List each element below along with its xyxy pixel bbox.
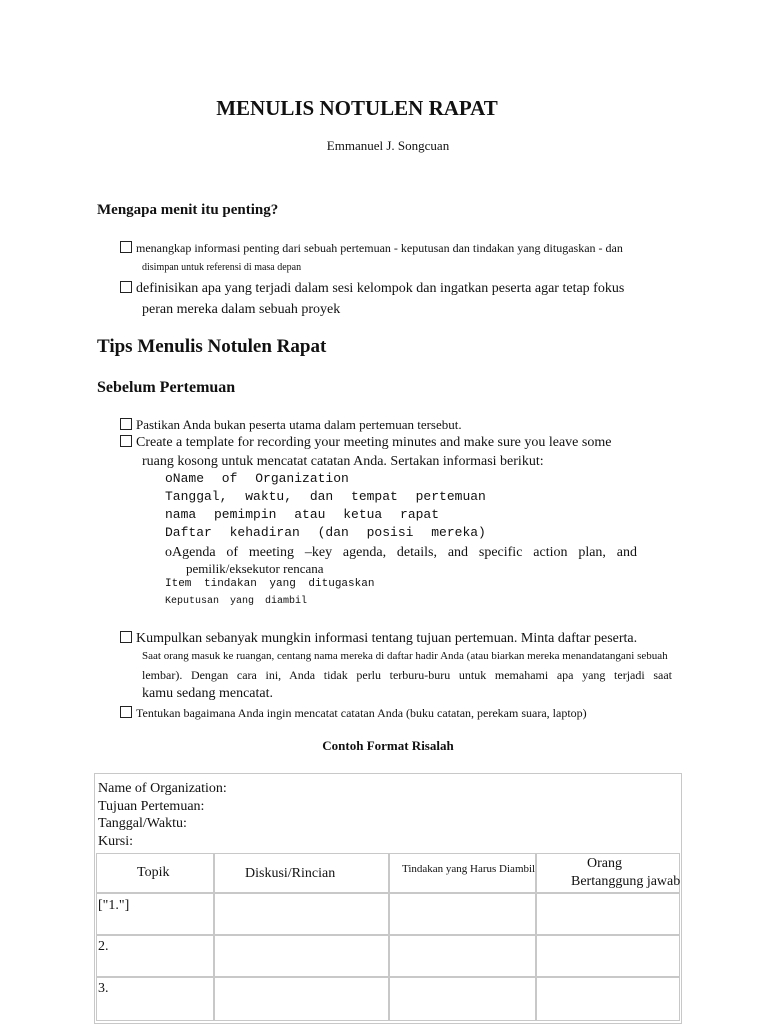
why-bullet-1-line-1: menangkap informasi penting dari sebuah pertemuan - keputusan dan tindakan yang ditugaskan - dan [136, 241, 623, 255]
tips-bullet-2 [120, 435, 611, 451]
template-item-date-place: Tanggal, waktu, dan tempat pertemuan [165, 489, 486, 504]
table-info-block [98, 780, 227, 850]
why-bullet-2-line-1: definisikan apa yang terjadi dalam sesi kelompok dan ingatkan peserta agar tetap fokus [136, 281, 625, 296]
checkbox-bullet-icon [120, 435, 132, 447]
tips-bullet-2-line-1: Create a template for recording your meeting minutes and make sure you leave some [136, 435, 612, 450]
info-datetime: Tanggal/Waktu: [98, 816, 187, 831]
why-bullet-2-line-2: peran mereka dalam sebuah proyek [142, 302, 341, 317]
header-responsible-line-2: Bertanggung jawab [571, 874, 681, 889]
table-cell [96, 977, 214, 1021]
before-meeting-heading: Sebelum Pertemuan [97, 379, 236, 396]
info-organization: Name of Organization: [98, 781, 227, 796]
table-cell [389, 935, 536, 977]
author-name: Emmanuel J. Songcuan [326, 138, 450, 153]
checkbox-bullet-icon [120, 418, 132, 430]
tips-bullet-4-text: Tentukan bagaimana Anda ingin mencatat catatan Anda (buku catatan, perekam suara, laptop) [136, 706, 587, 720]
header-action: Tindakan yang Harus Diambil [402, 863, 536, 875]
header-responsible-line-1: Orang [587, 856, 622, 871]
tips-bullet-3-line-4: kamu sedang mencatat. [142, 686, 274, 701]
document-title: MENULIS NOTULEN RAPAT [216, 96, 498, 120]
tips-bullet-1-text: Pastikan Anda bukan peserta utama dalam pertemuan tersebut. [136, 417, 462, 432]
why-heading: Mengapa menit itu penting? [97, 202, 279, 218]
template-item-leader: nama pemimpin atau ketua rapat [165, 507, 440, 522]
checkbox-bullet-icon [120, 241, 132, 253]
table-cell [536, 893, 680, 935]
checkbox-bullet-icon [120, 281, 132, 293]
info-purpose: Tujuan Pertemuan: [98, 798, 205, 814]
template-item-decisions: Keputusan yang diambil [165, 596, 308, 607]
header-discussion: Diskusi/Rincian [245, 866, 336, 881]
template-item-actions: Item tindakan yang ditugaskan [165, 578, 375, 590]
table-cell [96, 935, 214, 977]
why-bullet-2 [120, 281, 624, 297]
header-topic: Topik [137, 865, 170, 880]
tips-bullet-2-line-2: ruang kosong untuk mencatat catatan Anda. Sertakan informasi berikut: [142, 454, 544, 469]
info-chair: Kursi: [98, 833, 133, 849]
template-item-agenda-line-1: oAgenda of meeting –key agenda, details, and specific action plan, and [165, 545, 637, 560]
table-cell [536, 935, 680, 977]
why-bullet-1 [120, 241, 623, 256]
tips-bullet-3-line-1: Kumpulkan sebanyak mungkin informasi tentang tujuan pertemuan. Minta daftar peserta. [136, 631, 638, 646]
table-cell [389, 977, 536, 1021]
template-item-organization: oName of Organization [165, 471, 349, 486]
why-bullet-1-line-2: disimpan untuk referensi di masa depan [142, 262, 302, 273]
tips-bullet-3-line-2: Saat orang masuk ke ruangan, centang nama mereka di daftar hadir Anda (atau biarkan mereka menandatangani sebuah [142, 650, 668, 662]
table-cell [214, 977, 389, 1021]
table-cell [389, 893, 536, 935]
tips-bullet-3 [120, 631, 637, 647]
row-label-3: 3. [98, 981, 109, 996]
tips-heading: Tips Menulis Notulen Rapat [97, 336, 327, 357]
table-cell [214, 893, 389, 935]
row-label-2: 2. [98, 939, 109, 954]
checkbox-bullet-icon [120, 706, 132, 718]
table-cell [214, 935, 389, 977]
template-item-attendance: Daftar kehadiran (dan posisi mereka) [165, 525, 486, 540]
row-label-1: ["1."] [98, 898, 130, 913]
checkbox-bullet-icon [120, 631, 132, 643]
template-item-agenda-line-2: pemilik/eksekutor rencana [186, 561, 324, 576]
tips-bullet-4 [120, 706, 587, 721]
format-caption: Contoh Format Risalah [322, 738, 454, 753]
table-cell [536, 977, 680, 1021]
tips-bullet-1 [120, 417, 462, 433]
tips-bullet-3-line-3: lembar). Dengan cara ini, Anda tidak perlu terburu-buru untuk memahami apa yang terjadi saat [142, 668, 672, 682]
